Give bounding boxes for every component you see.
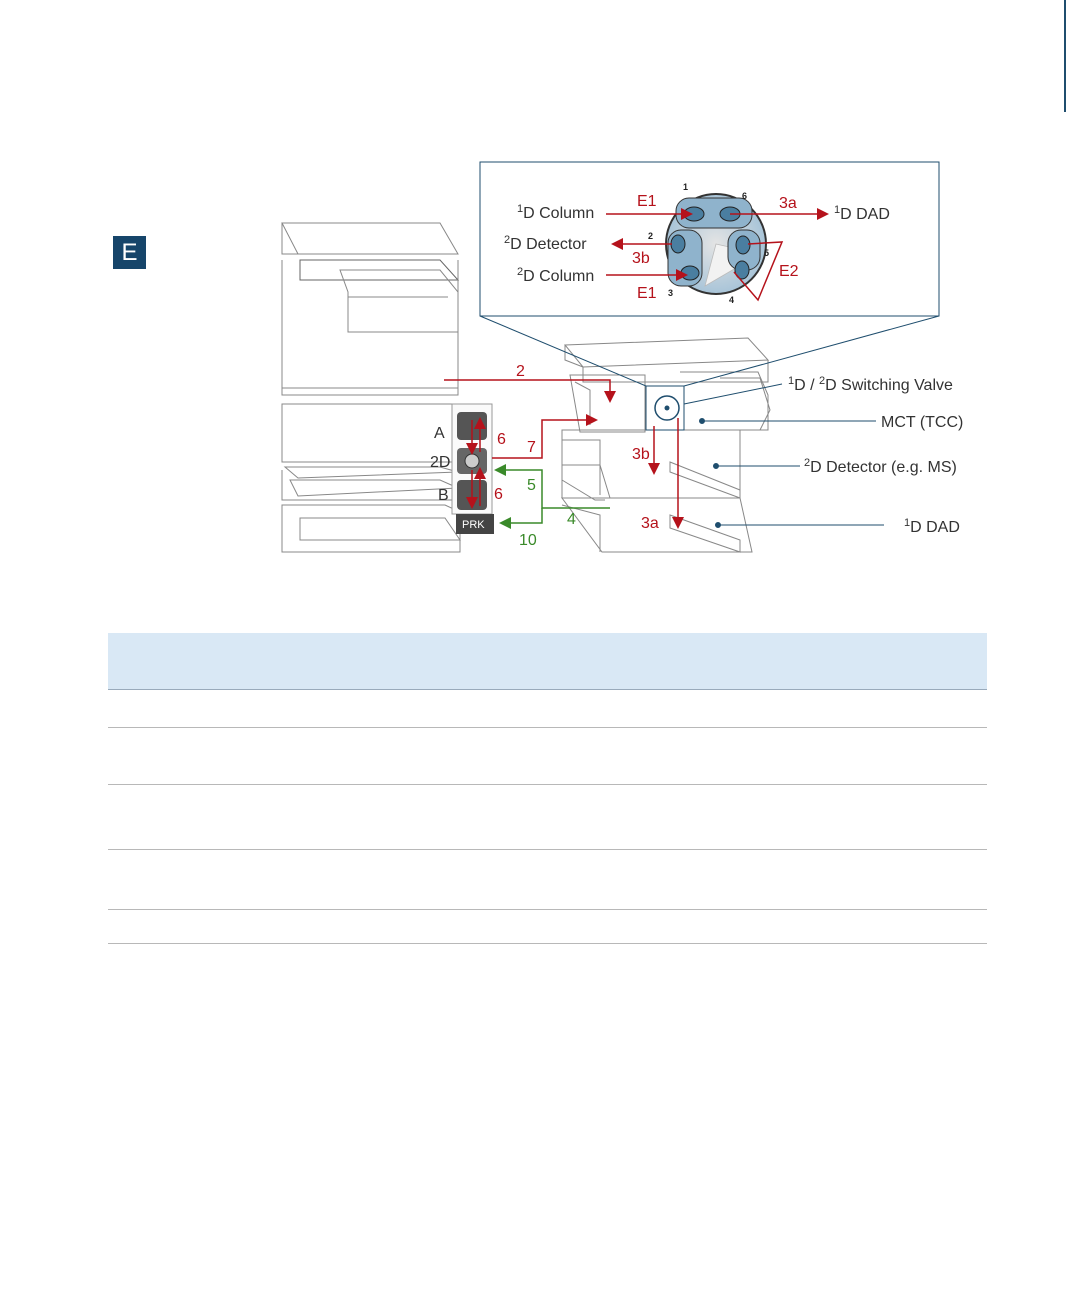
port-2: 2 [648, 231, 654, 241]
flow-2: 2 [516, 363, 525, 380]
flow-3b: 3b [632, 446, 650, 463]
port-4: 4 [729, 295, 735, 305]
section-badge: E [113, 236, 146, 269]
d1-column-label: $^1$D Column [517, 203, 595, 222]
pump-b-label: B [438, 487, 449, 504]
pump-2d-label: 2D [430, 454, 451, 471]
flow-4: 4 [567, 511, 576, 528]
e1-top-label: E1 [637, 193, 657, 210]
system-diagram [0, 0, 1080, 620]
e1-bottom-label: E1 [637, 285, 657, 302]
flow-3a: 3a [641, 515, 659, 532]
switching-valve-label: $^1$D / $^2$D Switching Valve [788, 375, 953, 394]
left-instrument-stack [282, 223, 460, 552]
pump-a-label: A [434, 425, 445, 442]
table-row [108, 850, 987, 910]
table-row [108, 690, 987, 728]
return-flow-arrows [497, 470, 610, 523]
flow-10: 10 [519, 532, 537, 549]
detector-label: $^2$D Detector (e.g. MS) [804, 457, 957, 476]
port-5: 5 [764, 248, 770, 258]
d2-detector-label: $^2$D Detector [504, 234, 587, 253]
3b-inset-label: 3b [632, 250, 650, 267]
e2-label: E2 [779, 263, 799, 280]
port-3: 3 [668, 288, 674, 298]
flow-7: 7 [527, 439, 536, 456]
pump-modules [452, 404, 494, 534]
right-instrument-stack [562, 338, 770, 552]
table-row [108, 910, 987, 944]
callout-leaders [684, 384, 884, 528]
prk-label: PRK [462, 519, 485, 531]
flow-5: 5 [527, 477, 536, 494]
flow-6-bottom: 6 [494, 486, 503, 503]
dad-label: $^1$D DAD [904, 517, 960, 536]
port-6: 6 [742, 191, 748, 201]
d1-dad-inset-label: $^1$D DAD [834, 204, 890, 223]
3a-inset-label: 3a [779, 195, 797, 212]
zoom-line-left [480, 316, 646, 386]
d2-column-label: $^2$D Column [517, 266, 595, 285]
flow-6-top: 6 [497, 431, 506, 448]
table-header [108, 633, 987, 690]
mct-label: MCT (TCC) [881, 414, 964, 431]
zoom-line-right [684, 316, 939, 386]
table-row [108, 785, 987, 850]
port-1: 1 [683, 182, 689, 192]
flow-table [108, 633, 987, 944]
table-row [108, 728, 987, 785]
